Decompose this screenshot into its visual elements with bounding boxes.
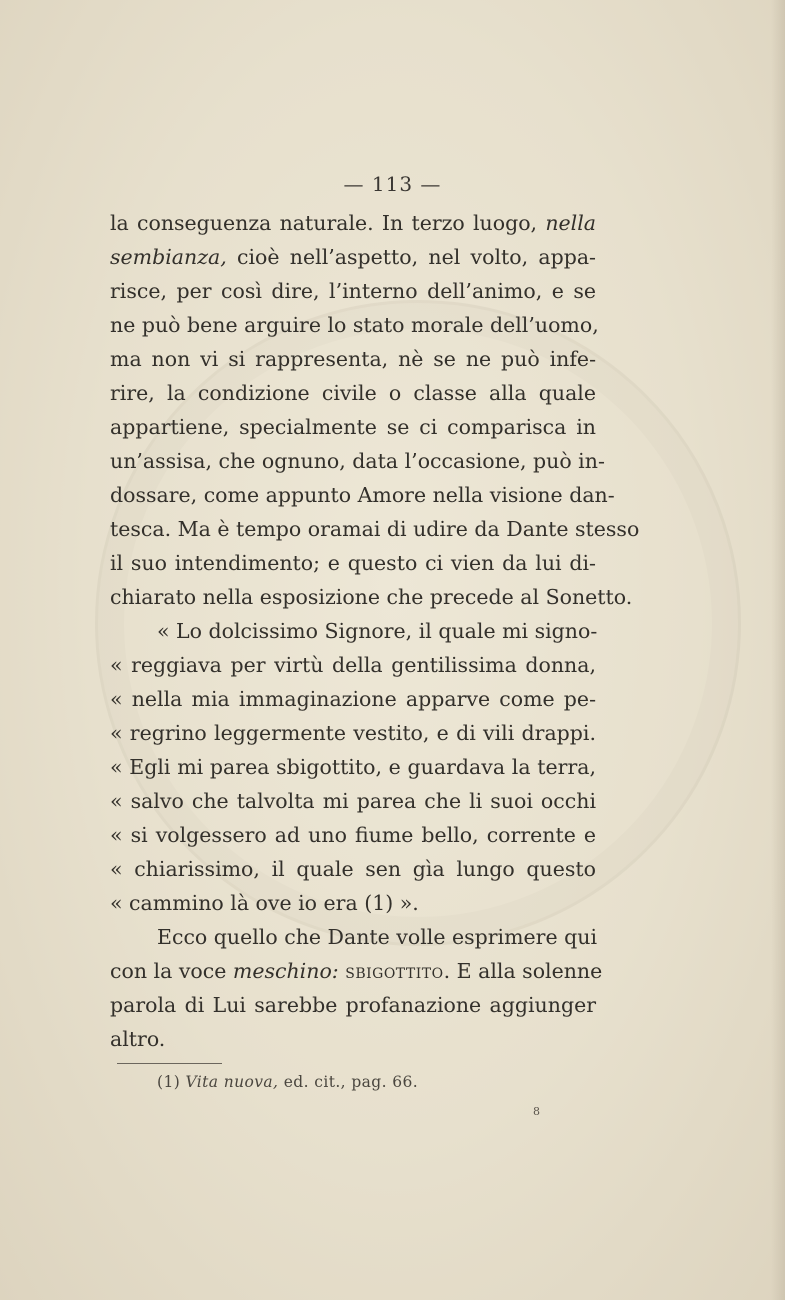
text-line: altro. — [110, 1027, 166, 1051]
quote-line: « Lo dolcissimo Signore, il quale mi signo- — [157, 619, 598, 643]
text-line: la conseguenza naturale. In terzo luogo, nella — [110, 211, 596, 235]
quote-line: « Egli mi parea sbigottito, e guardava la terra, — [110, 755, 596, 779]
text-line: tesca. Ma è tempo oramai di udire da Dante stesso — [110, 517, 640, 541]
quote-line: « si volgessero ad uno fiume bello, corrente e — [110, 823, 596, 847]
text-line: ma non vi si rappresenta, nè se ne può infe- — [110, 347, 596, 371]
quote-line: « regrino leggermente vestito, e di vili drappi. — [110, 721, 596, 745]
text-line: dossare, come appunto Amore nella visione dan- — [110, 483, 615, 507]
signature-mark: 8 — [533, 1105, 540, 1118]
page-number: — 113 — — [343, 172, 442, 196]
text-line: ne può bene arguire lo stato morale dell’uomo, — [110, 313, 599, 337]
quote-line: « cammino là ove io era (1) ». — [110, 891, 419, 915]
quote-line: « nella mia immaginazione apparve come pe- — [110, 687, 596, 711]
text-line: risce, per così dire, l’interno dell’animo, e se — [110, 279, 596, 303]
text-line: un’assisa, che ognuno, data l’occasione, può in- — [110, 449, 605, 473]
text-line: il suo intendimento; e questo ci vien da lui di- — [110, 551, 596, 575]
quote-line: « chiarissimo, il quale sen gìa lungo questo — [110, 857, 596, 881]
text-line: chiarato nella esposizione che precede al Sonetto. — [110, 585, 633, 609]
text-line: appartiene, specialmente se ci comparisca in — [110, 415, 596, 439]
text-line: Ecco quello che Dante volle esprimere qui — [157, 925, 598, 949]
text-line: sembianza, cioè nell’aspetto, nel volto, appa- — [110, 245, 596, 269]
text-line: rire, la condizione civile o classe alla quale — [110, 381, 596, 405]
quote-line: « salvo che talvolta mi parea che li suoi occhi — [110, 789, 596, 813]
text-line: con la voce meschino: sbigottito. E alla solenne — [110, 959, 603, 983]
footnote: (1) Vita nuova, ed. cit., pag. 66. — [157, 1073, 419, 1091]
quote-line: « reggiava per virtù della gentilissima donna, — [110, 653, 596, 677]
footnote-rule — [117, 1063, 222, 1064]
text-line: parola di Lui sarebbe profanazione aggiunger — [110, 993, 596, 1017]
